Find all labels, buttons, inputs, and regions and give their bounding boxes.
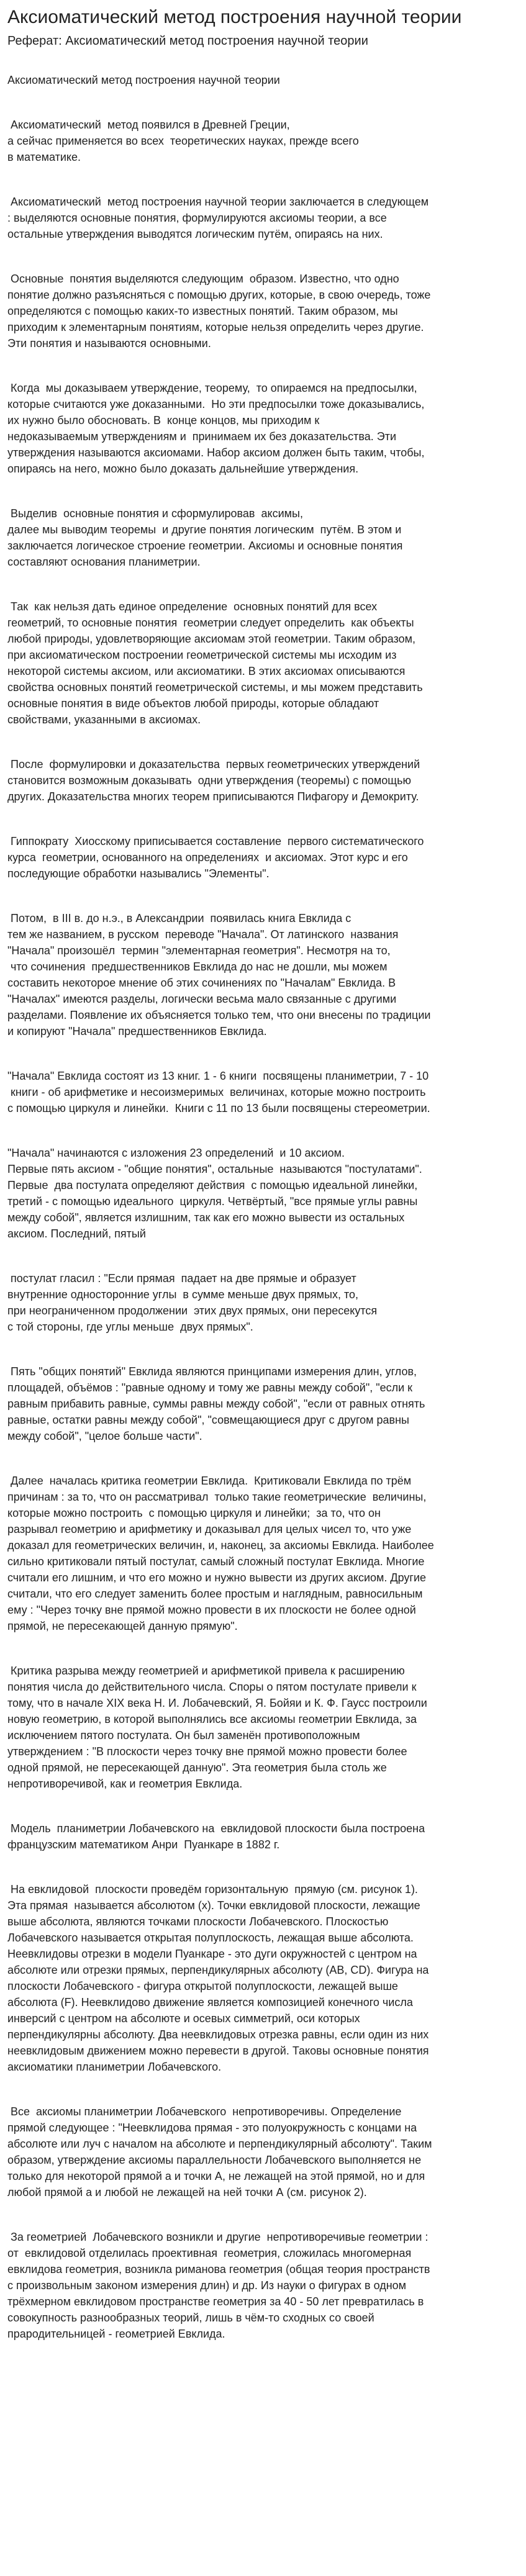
paragraph-line: любой природы, удовлетворяющие аксиомам этой геометрии. Таким образом, bbox=[7, 633, 416, 645]
paragraph-line: Так как нельзя дать единое определение основных понятий для всех bbox=[7, 600, 378, 613]
paragraph-line: доказал для геометрических величин, и, наконец, за аксиомы Евклида. Наиболее bbox=[7, 1539, 434, 1552]
paragraph-line: прямой, не пересекающей данную прямую". bbox=[7, 1620, 238, 1632]
paragraph-line: совокупность разнообразных теорий, лишь в чём-то сходных со своей bbox=[7, 2312, 374, 2324]
paragraph-line: приходим к элементарным понятиям, которые нельзя определить через другие. bbox=[7, 321, 424, 333]
paragraph-line: далее мы выводим теоремы и другие понятия логическим путём. В этом и bbox=[7, 523, 402, 536]
paragraph-line: аксиом. Последний, пятый bbox=[7, 1227, 146, 1240]
paragraph-line: абсолюта (F). Неевклидово движение является композицией конечного числа bbox=[7, 1996, 413, 2009]
paragraph bbox=[7, 72, 511, 88]
paragraph-line: третий - с помощью идеального циркуля. Четвёртый, "все прямые углы равны bbox=[7, 1195, 418, 1208]
paragraph-line: считали, что его следует заменить более простым и наглядным, равносильным bbox=[7, 1588, 423, 1600]
paragraph-line: составить некоторое мнение об этих сочинениях по "Началам" Евклида. В bbox=[7, 977, 396, 989]
paragraph-line: Эти понятия и называются основными. bbox=[7, 337, 211, 350]
paragraph-line: Когда мы доказываем утверждение, теорему, то опираемся на предпосылки, bbox=[7, 382, 417, 394]
paragraph-line: Эта прямая называется абсолютом (х). Точки евклидовой плоскости, лежащие bbox=[7, 1899, 420, 1912]
paragraph-line: Основные понятия выделяются следующим образом. Известно, что одно bbox=[7, 273, 399, 285]
document-page bbox=[0, 6, 526, 2342]
paragraph-line: любой прямой а и любой не лежащей на ней точки А (см. рисунок 2). bbox=[7, 2186, 367, 2199]
paragraph bbox=[7, 380, 511, 477]
paragraph-line: считали его лишним, и что его можно и нужно вывести из других аксиом. Другие bbox=[7, 1571, 427, 1584]
paragraph-line: которые считаются уже доказанными. Но эти предпосылки тоже доказывались, bbox=[7, 398, 425, 410]
paragraph-line: некоторой системы аксиом, или аксиоматики. В этих аксиомах описываются bbox=[7, 665, 406, 677]
paragraph-line: тому, что в начале XIX века Н. И. Лобачевский, Я. Бойяи и К. Ф. Гаусс построили bbox=[7, 1697, 427, 1709]
paragraph-line: курса геометрии, основанного на определениях и аксиомах. Этот курс и его bbox=[7, 851, 408, 864]
paragraph bbox=[7, 1881, 511, 2075]
paragraph-line: "Началах" имеются разделы, логически весьма мало связанные с другими bbox=[7, 993, 397, 1005]
paragraph bbox=[7, 833, 511, 882]
paragraph-line: За геометрией Лобачевского возникли и другие непротиворечивые геометрии : bbox=[7, 2231, 429, 2243]
paragraph-line: Модель планиметрии Лобачевского на евклидовой плоскости была построена bbox=[7, 1822, 425, 1835]
paragraph-line: Гиппократу Хиосскому приписывается составление первого систематического bbox=[7, 835, 424, 847]
paragraph-line: После формулировки и доказательства первых геометрических утверждений bbox=[7, 758, 420, 771]
paragraph-line: а сейчас применяется во всех теоретических науках, прежде всего bbox=[7, 135, 359, 147]
paragraph-line: исключением пятого постулата. Он был заменён противоположным bbox=[7, 1729, 360, 1742]
paragraph-line: сильно критиковали пятый постулат, самый сложный постулат Евклида. Многие bbox=[7, 1555, 425, 1568]
paragraph-line: понятия числа до действительного числа. Споры о пятом постулате привели к bbox=[7, 1681, 417, 1693]
paragraph-line: Первые два постулата определяют действия с помощью идеальной линейки, bbox=[7, 1179, 418, 1191]
paragraph-line: постулат гласил : "Если прямая падает на две прямые и образует bbox=[7, 1272, 356, 1285]
paragraph-line: от евклидовой отделилась проективная геометрия, сложилась многомерная bbox=[7, 2247, 412, 2259]
paragraph bbox=[7, 1270, 511, 1335]
paragraph-line: которые можно построить с помощью циркуля и линейки; за то, что он bbox=[7, 1507, 381, 1519]
paragraph-line: между собой", является излишним, так как его можно вывести из остальных bbox=[7, 1211, 405, 1224]
paragraph-line: Пять "общих понятий" Евклида являются принципами измерения длин, углов, bbox=[7, 1365, 417, 1378]
paragraph bbox=[7, 194, 511, 242]
paragraph-line: основные понятия в виде объектов любой природы, которые обладают bbox=[7, 697, 379, 710]
paragraph-line: площадей, объёмов : "равные одному и тому же равны между собой", "если к bbox=[7, 1381, 413, 1394]
paragraph-line: утверждения называются аксиомами. Набор аксиом должен быть таким, чтобы, bbox=[7, 446, 425, 459]
paragraph bbox=[7, 1820, 511, 1853]
paragraph-line: понятие должно разъясняться с помощью других, которые, в свою очередь, тоже bbox=[7, 289, 431, 301]
paragraph-line: Все аксиомы планиметрии Лобачевского непротиворечивы. Определение bbox=[7, 2105, 402, 2118]
paragraph-line: между собой", "целое больше части". bbox=[7, 1430, 202, 1442]
paragraph-line: выше абсолюта, являются точками плоскости Лобачевского. Плоскостью bbox=[7, 1915, 389, 1928]
paragraph-line: причинам : за то, что он рассматривал только такие геометрические величины, bbox=[7, 1491, 427, 1503]
paragraph-line: с помощью циркуля и линейки. Книги с 11 по 13 были посвящены стереометрии. bbox=[7, 1102, 430, 1114]
paragraph bbox=[7, 117, 511, 165]
paragraph-line: "Начала" произошёл термин "элементарная геометрия". Несмотря на то, bbox=[7, 944, 391, 957]
paragraph-line: книги - об арифметике и несоизмеримых величинах, которые можно построить bbox=[7, 1086, 426, 1098]
paragraph-line: абсолюте или отрезки прямых, перпендикулярных абсолюту (АВ, CD). Фигура на bbox=[7, 1964, 429, 1976]
paragraph bbox=[7, 505, 511, 570]
paragraph bbox=[7, 1663, 511, 1792]
paragraph bbox=[7, 1473, 511, 1634]
paragraph-line: с произвольным законом измерения длин) и др. Из науки о фигурах в одном bbox=[7, 2279, 407, 2292]
paragraph-line: в математике. bbox=[7, 151, 81, 163]
paragraph-line: при аксиоматическом построении геометрической системы мы исходим из bbox=[7, 649, 397, 661]
paragraph-line: утверждением : "В плоскости через точку вне прямой можно провести более bbox=[7, 1745, 407, 1758]
paragraph-line: Первые пять аксиом - "общие понятия", остальные называются "постулатами". bbox=[7, 1163, 422, 1175]
paragraph-line: : выделяются основные понятия, формулируются аксиомы теории, а все bbox=[7, 212, 387, 224]
paragraph-line: геометрий, то основные понятия геометрии следует определить как объекты bbox=[7, 617, 414, 629]
paragraph-line: новую геометрию, в которой выполнялись все аксиомы геометрии Евклида, за bbox=[7, 1713, 417, 1725]
paragraph-line: свойства основных понятий геометрической системы, и мы можем представить bbox=[7, 681, 423, 694]
paragraph-line: инверсий с центром на абсолюте и осевых симметрий, оси которых bbox=[7, 2012, 360, 2025]
paragraph-line: перпендикулярны абсолюту. Два неевклидовых отрезка равны, если один из них bbox=[7, 2028, 429, 2041]
paragraph-line: Аксиоматический метод построения научной теории заключается в следующем bbox=[7, 196, 429, 208]
paragraph bbox=[7, 910, 511, 1039]
paragraph-line: трёхмерном евклидовом пространстве геометрия за 40 - 50 лет превратилась в bbox=[7, 2295, 424, 2308]
paragraph-line: Выделив основные понятия и сформулировав аксимы, bbox=[7, 507, 303, 520]
paragraph-line: равные, остатки равны между собой", "совмещающиеся друг с другом равны bbox=[7, 1414, 409, 1426]
paragraph bbox=[7, 2104, 511, 2200]
paragraph-line: французским математиком Анри Пуанкаре в 1882 г. bbox=[7, 1838, 280, 1851]
paragraph-line: Потом, в III в. до н.э., в Александрии появилась книга Евклида с bbox=[7, 912, 351, 924]
paragraph-line: что сочинения предшественников Евклида до нас не дошли, мы можем bbox=[7, 960, 388, 973]
paragraph-line: внутренние односторонние углы в сумме меньше двух прямых, то, bbox=[7, 1288, 359, 1301]
paragraph-line: равным прибавить равные, суммы равны между собой", "если от равных отнять bbox=[7, 1398, 425, 1410]
paragraph-line: с той стороны, где углы меньше двух прямых". bbox=[7, 1321, 253, 1333]
paragraph-line: определяются с помощью каких-то известных понятий. Таким образом, мы bbox=[7, 305, 398, 317]
paragraph-line: прямой следующее : "Неевклидова прямая - это полуокружность с концами на bbox=[7, 2122, 417, 2134]
paragraph-line: других. Доказательства многих теорем приписываются Пифагору и Демокриту. bbox=[7, 790, 419, 803]
paragraph bbox=[7, 599, 511, 728]
paragraph-line: Лобачевского называется открытая полуплоскость, лежащая выше абсолюта. bbox=[7, 1932, 414, 1944]
paragraph-line: Неевклидовы отрезки в модели Пуанкаре - это дуги окружностей с центром на bbox=[7, 1948, 417, 1960]
paragraph-line: На евклидовой плоскости проведём горизонтальную прямую (см. рисунок 1). bbox=[7, 1883, 418, 1896]
paragraph-line: "Начала" Евклида состоят из 13 книг. 1 - 6 книги посвящены планиметрии, 7 - 10 bbox=[7, 1070, 429, 1082]
paragraph-line: одной прямой, не пересекающей данную". Эта геометрия была столь же bbox=[7, 1761, 387, 1774]
paragraph-line: тем же названием, в русском переводе "Начала". От латинского названия bbox=[7, 928, 399, 941]
paragraph-line: Далее началась критика геометрии Евклида. Критиковали Евклида по трём bbox=[7, 1475, 412, 1487]
document-subtitle: Реферат: Аксиоматический метод построения научной теории bbox=[7, 34, 368, 48]
paragraph-line: недоказываемым утверждениям и принимаем их без доказательства. Эти bbox=[7, 430, 397, 443]
paragraph-line: образом, утверждение аксиомы параллельности Лобачевского выполняется не bbox=[7, 2154, 422, 2166]
paragraph-line: прародительницей - геометрией Евклида. bbox=[7, 2328, 225, 2340]
paragraph bbox=[7, 2229, 511, 2342]
paragraph bbox=[7, 1145, 511, 1242]
paragraph-line: ему : "Через точку вне прямой можно провести в их плоскости не более одной bbox=[7, 1604, 416, 1616]
paragraph-line: становится возможным доказывать одни утверждения (теоремы) с помощью bbox=[7, 774, 411, 787]
paragraph-line: при неограниченном продолжении этих двух прямых, они пересекутся bbox=[7, 1304, 378, 1317]
paragraph bbox=[7, 756, 511, 805]
paragraph bbox=[7, 1363, 511, 1444]
paragraph-line: непротиворечивой, как и геометрия Евклида. bbox=[7, 1778, 243, 1790]
paragraph-line: Критика разрыва между геометрией и арифметикой привела к расширению bbox=[7, 1665, 405, 1677]
document-body bbox=[7, 72, 511, 2342]
paragraph-line: "Начала" начинаются с изложения 23 определений и 10 аксиом. bbox=[7, 1147, 345, 1159]
paragraph bbox=[7, 271, 511, 351]
paragraph-line: опираясь на него, можно было доказать дальнейшие утверждения. bbox=[7, 463, 359, 475]
paragraph-line: последующие обработки назывались "Элементы". bbox=[7, 867, 270, 880]
paragraph-line: остальные утверждения выводятся логическим путём, опираясь на них. bbox=[7, 228, 383, 240]
paragraph-line: аксиоматики планиметрии Лобачевского. bbox=[7, 2061, 222, 2073]
paragraph-line: неевклидовым движением можно перевести в другой. Таковы основные понятия bbox=[7, 2045, 429, 2057]
paragraph-line: составляют основания планиметрии. bbox=[7, 556, 201, 568]
paragraph-line: разрывал геометрию и арифметику и доказывал для целых чисел то, что уже bbox=[7, 1523, 412, 1535]
paragraph-line: их нужно было обосновать. В конце концов, мы приходим к bbox=[7, 414, 320, 427]
paragraph bbox=[7, 1068, 511, 1116]
paragraph-line: заключается логическое строение геометрии. Аксиомы и основные понятия bbox=[7, 540, 403, 552]
paragraph-line: и копируют "Начала" предшественников Евклида. bbox=[7, 1025, 267, 1037]
paragraph-line: только для некоторой прямой а и точки А, не лежащей на этой прямой, но и для bbox=[7, 2170, 425, 2182]
paragraph-line: свойствами, указанными в аксиомах. bbox=[7, 713, 201, 726]
paragraph-line: евклидова геометрия, возникла риманова геометрия (общая теория пространств bbox=[7, 2263, 430, 2275]
paragraph-line: Аксиоматический метод появился в Древней Греции, bbox=[7, 119, 290, 131]
paragraph-line: плоскости Лобачевского - фигура открытой полуплоскости, лежащей выше bbox=[7, 1980, 398, 1992]
paragraph-line: разделами. Появление их объясняется только тем, что они внесены по традиции bbox=[7, 1009, 431, 1021]
paragraph-line: абсолюте или луч с началом на абсолюте и перпендикулярный абсолюту". Таким bbox=[7, 2138, 432, 2150]
paragraph-line: Аксиоматический метод построения научной теории bbox=[7, 74, 280, 86]
page-title: Аксиоматический метод построения научной теории bbox=[7, 7, 462, 27]
